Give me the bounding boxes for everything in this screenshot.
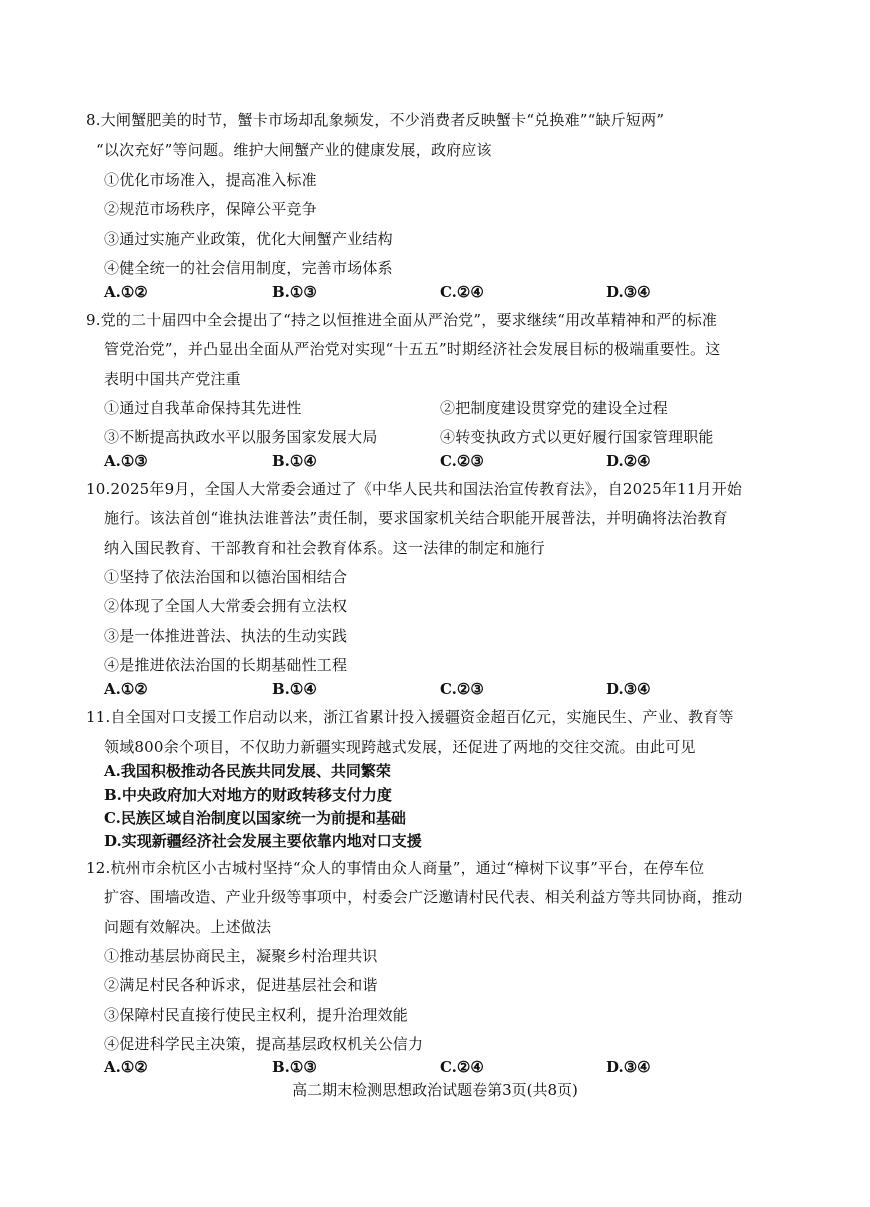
- q10-item-3: ③是一体推进普法、执法的生动实践: [104, 627, 348, 645]
- q12-option-d: D.③④: [606, 1058, 651, 1076]
- q9-option-a: A.①③: [104, 452, 148, 470]
- q10-option-a: A.①②: [104, 680, 148, 698]
- q8-stem-line-2: “以次充好”等问题。维护大闸蟹产业的健康发展，政府应该: [96, 141, 492, 159]
- q9-stem-line-2: 管党治党”，并凸显出全面从严治党对实现“十五五”时期经济社会发展目标的极端重要性。这: [104, 340, 721, 358]
- q8-option-b: B.①③: [272, 283, 317, 301]
- q10-stem-line-2: 施行。该法首创“谁执法谁普法”责任制，要求国家机关结合职能开展普法，并明确将法治教育: [104, 509, 728, 527]
- q10-item-1: ①坚持了依法治国和以德治国相结合: [104, 568, 348, 586]
- q9-option-c: C.②③: [440, 452, 484, 470]
- q12-item-4: ④促进科学民主决策，提高基层政权机关公信力: [104, 1035, 424, 1053]
- q12-item-3: ③保障村民直接行使民主权利，提升治理效能: [104, 1006, 409, 1024]
- q11-choice-d: D.实现新疆经济社会发展主要依靠内地对口支援: [104, 832, 422, 850]
- q9-stem-line-3: 表明中国共产党注重: [104, 370, 241, 388]
- q8-stem-line-1: 8.大闸蟹肥美的时节，蟹卡市场却乱象频发，不少消费者反映蟹卡“兑换难”“缺斤短两”: [86, 111, 665, 129]
- q8-item-3: ③通过实施产业政策，优化大闸蟹产业结构: [104, 230, 393, 248]
- q10-stem-line-1: 10.2025年9月，全国人大常委会通过了《中华人民共和国法治宣传教育法》，自2025年11月开始: [86, 480, 743, 498]
- q11-choice-a: A.我国积极推动各民族共同发展、共同繁荣: [104, 762, 391, 780]
- q11-stem-line-2: 领域800余个项目，不仅助力新疆实现跨越式发展，还促进了两地的交往交流。由此可见: [104, 738, 696, 756]
- q8-item-2: ②规范市场秩序，保障公平竞争: [104, 200, 317, 218]
- q9-item-1: ①通过自我革命保持其先进性: [104, 399, 302, 417]
- page-footer: 高二期末检测思想政治试题卷第3页(共8页): [292, 1081, 578, 1099]
- q12-stem-line-3: 问题有效解决。上述做法: [104, 918, 272, 936]
- q9-item-4: ④转变执政方式以更好履行国家管理职能: [440, 428, 714, 446]
- q9-option-b: B.①④: [272, 452, 317, 470]
- q8-item-4: ④健全统一的社会信用制度，完善市场体系: [104, 259, 393, 277]
- q12-option-b: B.①③: [272, 1058, 317, 1076]
- q12-stem-line-2: 扩容、围墙改造、产业升级等事项中，村委会广泛邀请村民代表、相关利益方等共同协商，推动: [104, 888, 743, 906]
- q12-option-a: A.①②: [104, 1058, 148, 1076]
- q8-option-c: C.②④: [440, 283, 484, 301]
- q9-stem-line-1: 9.党的二十届四中全会提出了“持之以恒推进全面从严治党”，要求继续“用改革精神和严的标准: [86, 311, 718, 329]
- q10-item-4: ④是推进依法治国的长期基础性工程: [104, 656, 348, 674]
- q12-option-c: C.②④: [440, 1058, 484, 1076]
- q10-option-d: D.③④: [606, 680, 651, 698]
- q10-stem-line-3: 纳入国民教育、干部教育和社会教育体系。这一法律的制定和施行: [104, 539, 545, 557]
- q10-option-c: C.②③: [440, 680, 484, 698]
- q8-option-a: A.①②: [104, 283, 148, 301]
- q10-item-2: ②体现了全国人大常委会拥有立法权: [104, 597, 348, 615]
- q8-option-d: D.③④: [606, 283, 651, 301]
- q12-item-1: ①推动基层协商民主，凝聚乡村治理共识: [104, 947, 378, 965]
- q9-option-d: D.②④: [606, 452, 651, 470]
- q9-item-3: ③不断提高执政水平以服务国家发展大局: [104, 428, 378, 446]
- q10-option-b: B.①④: [272, 680, 317, 698]
- q8-item-1: ①优化市场准入，提高准入标准: [104, 171, 317, 189]
- q11-choice-c: C.民族区域自治制度以国家统一为前提和基础: [104, 809, 406, 827]
- q12-item-2: ②满足村民各种诉求，促进基层社会和谐: [104, 976, 378, 994]
- q12-stem-line-1: 12.杭州市余杭区小古城村坚持“众人的事情由众人商量”，通过“樟树下议事”平台，在停车位: [86, 859, 705, 877]
- q11-stem-line-1: 11.自全国对口支援工作启动以来，浙江省累计投入援疆资金超百亿元，实施民生、产业、教育等: [86, 708, 734, 726]
- q9-item-2: ②把制度建设贯穿党的建设全过程: [440, 399, 669, 417]
- q11-choice-b: B.中央政府加大对地方的财政转移支付力度: [104, 786, 392, 804]
